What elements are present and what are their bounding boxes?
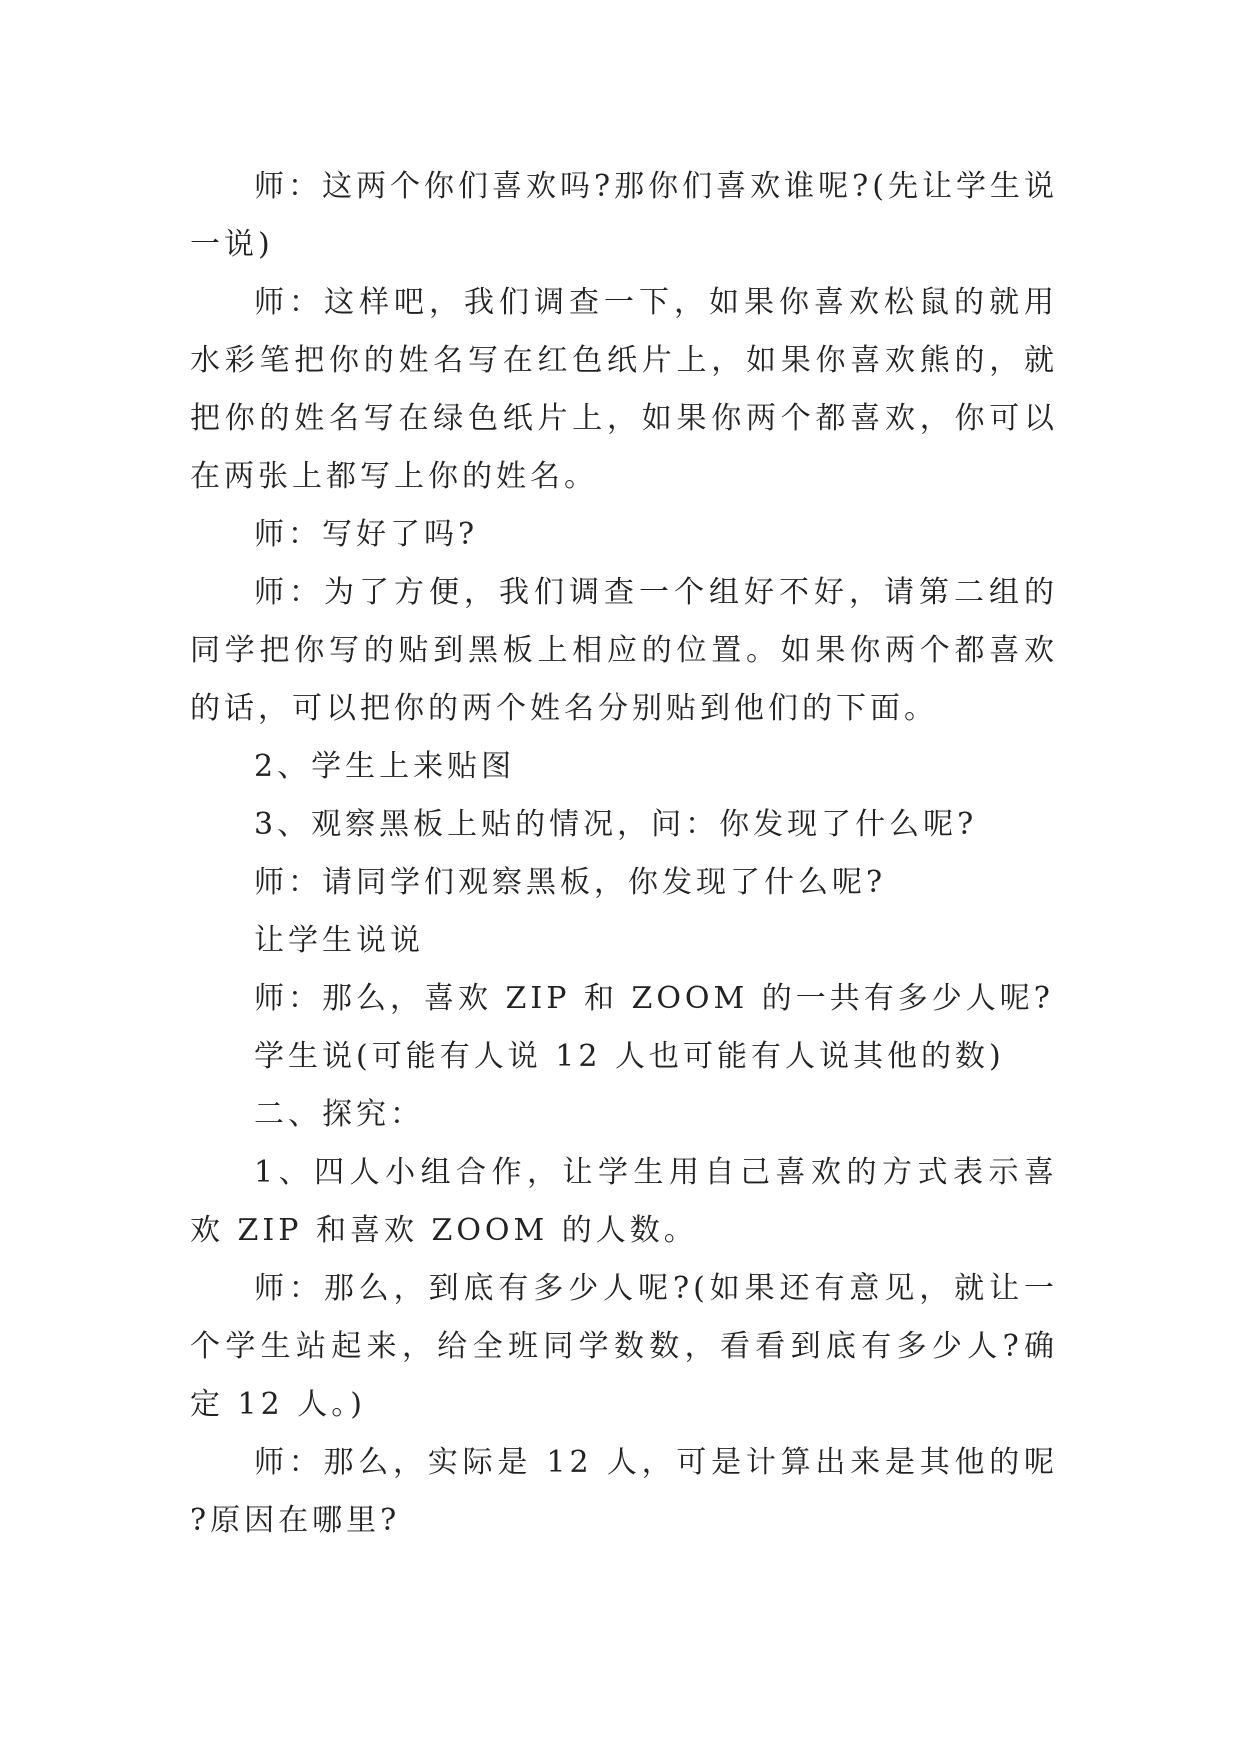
paragraph: 师：写好了吗?	[254, 517, 479, 552]
document-body	[190, 158, 1058, 1550]
paragraph: 3、观察黑板上贴的情况，问：你发现了什么呢?	[254, 807, 978, 842]
paragraph: 让学生说说	[254, 923, 424, 958]
paragraph: 师：请同学们观察黑板，你发现了什么呢?	[254, 865, 887, 900]
paragraph: 师：这两个你们喜欢吗?那你们喜欢谁呢?(先让学生说一说)	[190, 169, 1058, 262]
paragraph: 师：为了方便，我们调查一个组好不好，请第二组的同学把你写的贴到黑板上相应的位置。如果你两个都喜欢的话，可以把你的两个姓名分别贴到他们的下面。	[190, 575, 1058, 726]
paragraph: 1、四人小组合作，让学生用自己喜欢的方式表示喜欢 ZIP 和喜欢 ZOOM 的人数。	[190, 1155, 1058, 1248]
paragraph: 师：那么，实际是 12 人，可是计算出来是其他的呢?原因在哪里?	[190, 1445, 1058, 1538]
paragraph: 学生说(可能有人说 12 人也可能有人说其他的数)	[254, 1039, 1005, 1074]
paragraph: 2、学生上来贴图	[254, 749, 516, 784]
paragraph: 二、探究：	[254, 1097, 424, 1132]
paragraph: 师：那么，到底有多少人呢?(如果还有意见，就让一个学生站起来，给全班同学数数，看看到底有多少人?确定 12 人。)	[190, 1271, 1058, 1422]
paragraph: 师：那么，喜欢 ZIP 和 ZOOM 的一共有多少人呢?	[254, 981, 1054, 1016]
paragraph: 师：这样吧，我们调查一下，如果你喜欢松鼠的就用水彩笔把你的姓名写在红色纸片上，如果你喜欢熊的，就把你的姓名写在绿色纸片上，如果你两个都喜欢，你可以在两张上都写上你的姓名。	[190, 285, 1058, 494]
